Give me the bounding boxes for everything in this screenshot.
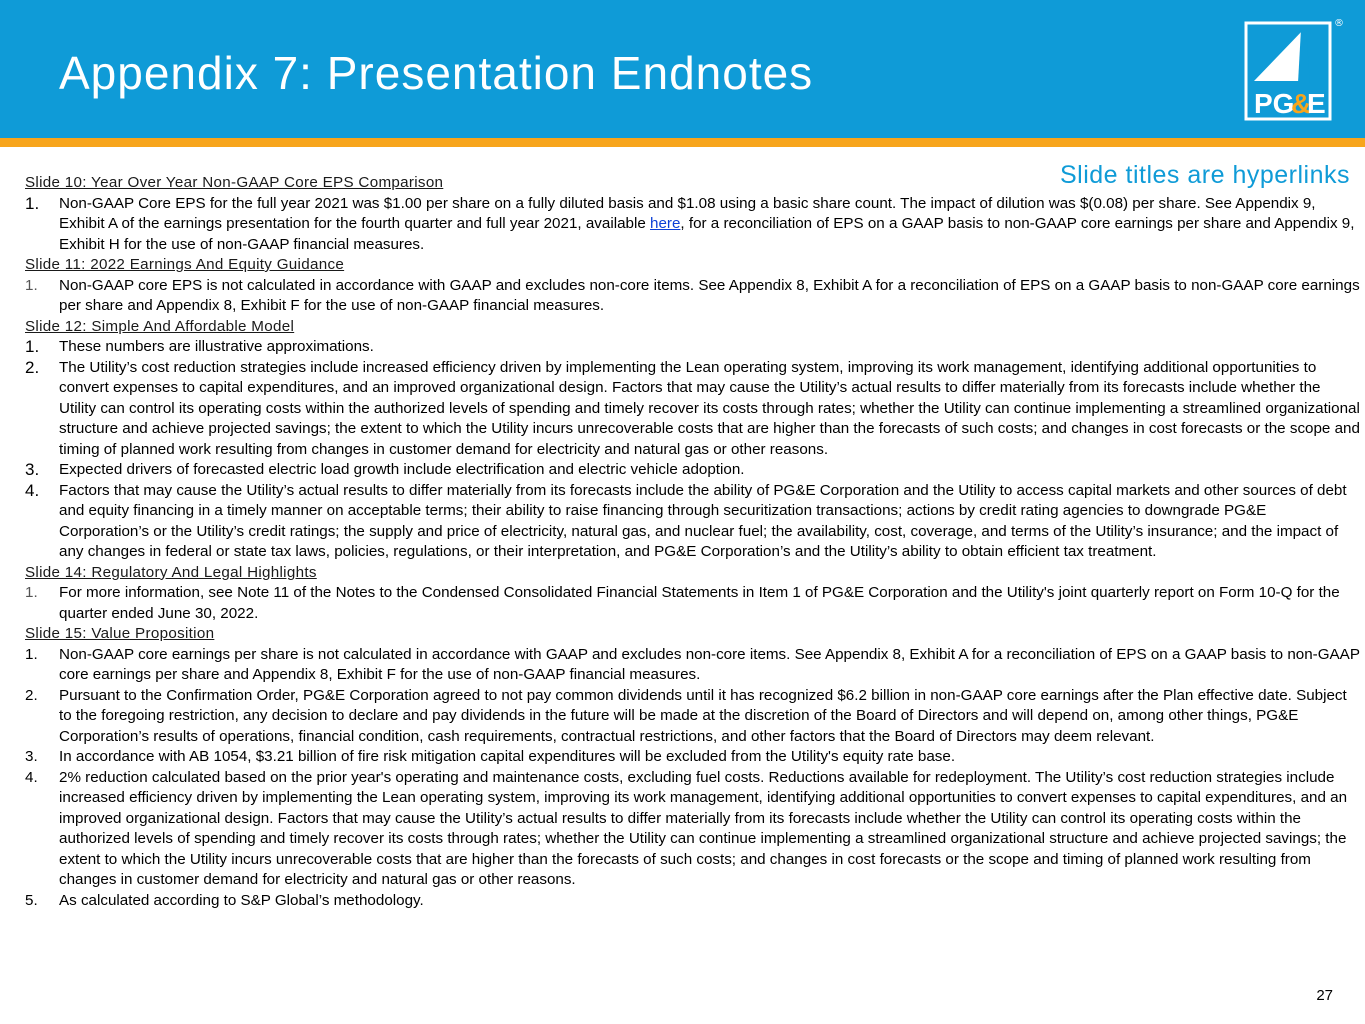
section-title-slide-11[interactable]: Slide 11: 2022 Earnings And Equity Guidance (25, 256, 345, 273)
svg-text:&: & (1291, 88, 1312, 119)
endnote-item (25, 358, 1360, 461)
endnote-number: 4. (25, 768, 38, 786)
endnote-item (25, 747, 1360, 768)
endnote-number: 1. (25, 193, 40, 213)
endnote-number: 5. (25, 891, 38, 909)
endnote-text: Pursuant to the Confirmation Order, PG&E Corporation agreed to not pay common dividends until it has recognized $6.2 billion in non-GAAP core earnings after the Plan effective date. Subject to the foregoing restriction, any decision to declare and pay dividends in the future will be made at the discretion of the Board of Directors and will depend on, among other things, PG&E Corporation’s results of operations, financial condition, cash requirements, contractual restrictions, and other factors that the Board of Directors may deem relevant. (59, 686, 1347, 745)
svg-text:E: E (1307, 88, 1326, 119)
accent-bar (0, 138, 1365, 147)
endnote-text: For more information, see Note 11 of the Notes to the Condensed Consolidated Financial Statements in Item 1 of PG&E Corporation and the Utility's joint quarterly report on Form 10-Q for the quarter ended June 30, 2022. (59, 584, 1340, 622)
endnote-number: 1. (25, 337, 40, 356)
endnote-item (25, 194, 1360, 256)
endnote-number: 2. (25, 686, 38, 704)
endnote-text: In accordance with AB 1054, $3.21 billion of fire risk mitigation capital expenditures will be excluded from the Utility's equity rate base. (59, 748, 956, 765)
here-link[interactable]: here (650, 215, 681, 232)
hyperlink-note: Slide titles are hyperlinks (1059, 161, 1350, 189)
endnote-number: 1. (25, 645, 38, 663)
section-title-slide-10[interactable]: Slide 10: Year Over Year Non-GAAP Core EPS Comparison (25, 174, 444, 191)
endnote-number: 1. (25, 584, 38, 601)
page-number: 27 (1316, 987, 1333, 1004)
endnote-text: Expected drivers of forecasted electric load growth include electrification and electric vehicle adoption. (59, 461, 745, 478)
endnote-number: 4. (25, 480, 40, 500)
endnote-text: As calculated according to S&P Global’s methodology. (59, 891, 424, 909)
endnote-item (25, 645, 1360, 686)
endnote-text-continued: , for a reconciliation of EPS on a GAAP basis to non-GAAP core earnings per share and Appendix 9, Exhibit H for the use of non-GAAP financial measures. (59, 215, 1355, 253)
page-title: Appendix 7: Presentation Endnotes (59, 47, 814, 99)
endnote-item (25, 481, 1360, 563)
endnote-item (25, 583, 1360, 624)
endnote-text: Non-GAAP core earnings per share is not calculated in accordance with GAAP and excludes non-core items. See Appendix 8, Exhibit A for a reconciliation of EPS on a GAAP basis to non-GAAP core earnings per share and Appendix 8, Exhibit F for the use of non-GAAP financial measures. (59, 645, 1360, 683)
endnote-text: These numbers are illustrative approximations. (59, 338, 374, 355)
endnote-text: The Utility’s cost reduction strategies include increased efficiency driven by implementing the Lean operating system, improving its work management, identifying additional opportunities to convert expenses to capital expenditures, and an improved organizational design. Factors that may cause the Utility’s actual results to differ materially from its forecasts include whether the Utility can control its operating costs within the authorized levels of spending and timely recover its costs through rates; whether the Utility can continue implementing a streamlined organizational structure and achieve projected savings; the extent to which the Utility incurs unrecoverable costs that are higher than the forecasts of such costs; and changes in cost forecasts or the scope and timing of planned work resulting from changes in customer demand for electricity and natural gas or other reasons. (59, 358, 1360, 458)
pge-logo (1244, 21, 1332, 121)
svg-text:PG: PG (1254, 88, 1295, 119)
header-banner (0, 0, 1365, 138)
endnote-number: 3. (25, 460, 40, 479)
endnote-item (25, 686, 1360, 748)
endnote-item (25, 891, 1360, 912)
endnote-number: 1. (25, 276, 38, 294)
section-title-slide-14[interactable]: Slide 14: Regulatory And Legal Highlights (25, 563, 317, 581)
endnote-text: 2% reduction calculated based on the prior year's operating and maintenance costs, excluding fuel costs. Reductions available for redeployment. The Utility’s cost reduction strategies include increased efficiency driven by implementing the Lean operating system, improving its work management, identifying additional opportunities to convert expenses to capital expenditures, and an improved organizational design. Factors that may cause the Utility’s actual results to differ materially from its forecasts include whether the Utility can control its operating costs within the authorized levels of spending and timely recover its costs through rates; whether the Utility can continue implementing a streamlined organizational structure and achieve projected savings; the extent to which the Utility incurs unrecoverable costs that are higher than the forecasts of such costs; and changes in cost forecasts or the scope and timing of planned work resulting from changes in customer demand for electricity and natural gas or other reasons. (59, 768, 1348, 888)
endnotes-body (25, 173, 1360, 911)
endnote-text: Non-GAAP core EPS is not calculated in accordance with GAAP and excludes non-core items. See Appendix 8, Exhibit A for a reconciliation of EPS on a GAAP basis to non-GAAP core earnings per share and Appendix 8, Exhibit F for the use of non-GAAP financial measures. (59, 276, 1360, 314)
endnote-item (25, 276, 1360, 317)
endnote-item (25, 337, 1360, 358)
endnote-text: Factors that may cause the Utility’s actual results to differ materially from its forecasts include the ability of PG&E Corporation and the Utility to access capital markets and other sources of debt and equity financing in a timely manner on acceptable terms; their ability to raise financing through securitization transactions; actions by credit rating agencies to downgrade PG&E Corporation’s or the Utility’s credit ratings; the supply and price of electricity, natural gas, and nuclear fuel; the availability, cost, coverage, and terms of the Utility’s insurance; and the impact of any changes in federal or state tax laws, policies, regulations, or their interpretation, and PG&E Corporation’s and the Utility’s ability to obtain efficient tax treatment. (59, 481, 1347, 560)
endnote-number: 2. (25, 357, 40, 377)
endnote-item (25, 768, 1360, 891)
endnote-item (25, 460, 1360, 481)
registered-mark: ® (1334, 18, 1344, 29)
endnote-text: Non-GAAP Core EPS for the full year 2021 was $1.00 per share on a fully diluted basis and $1.08 using a basic share count. The impact of dilution was $(0.08) per share. See Appendix 9, Exhibit A of the earnings presentation for the fourth quarter and full year 2021, available (59, 194, 1316, 232)
section-title-slide-12[interactable]: Slide 12: Simple And Affordable Model (25, 317, 295, 335)
section-title-slide-15[interactable]: Slide 15: Value Proposition (25, 625, 215, 642)
endnote-number: 3. (25, 748, 38, 765)
